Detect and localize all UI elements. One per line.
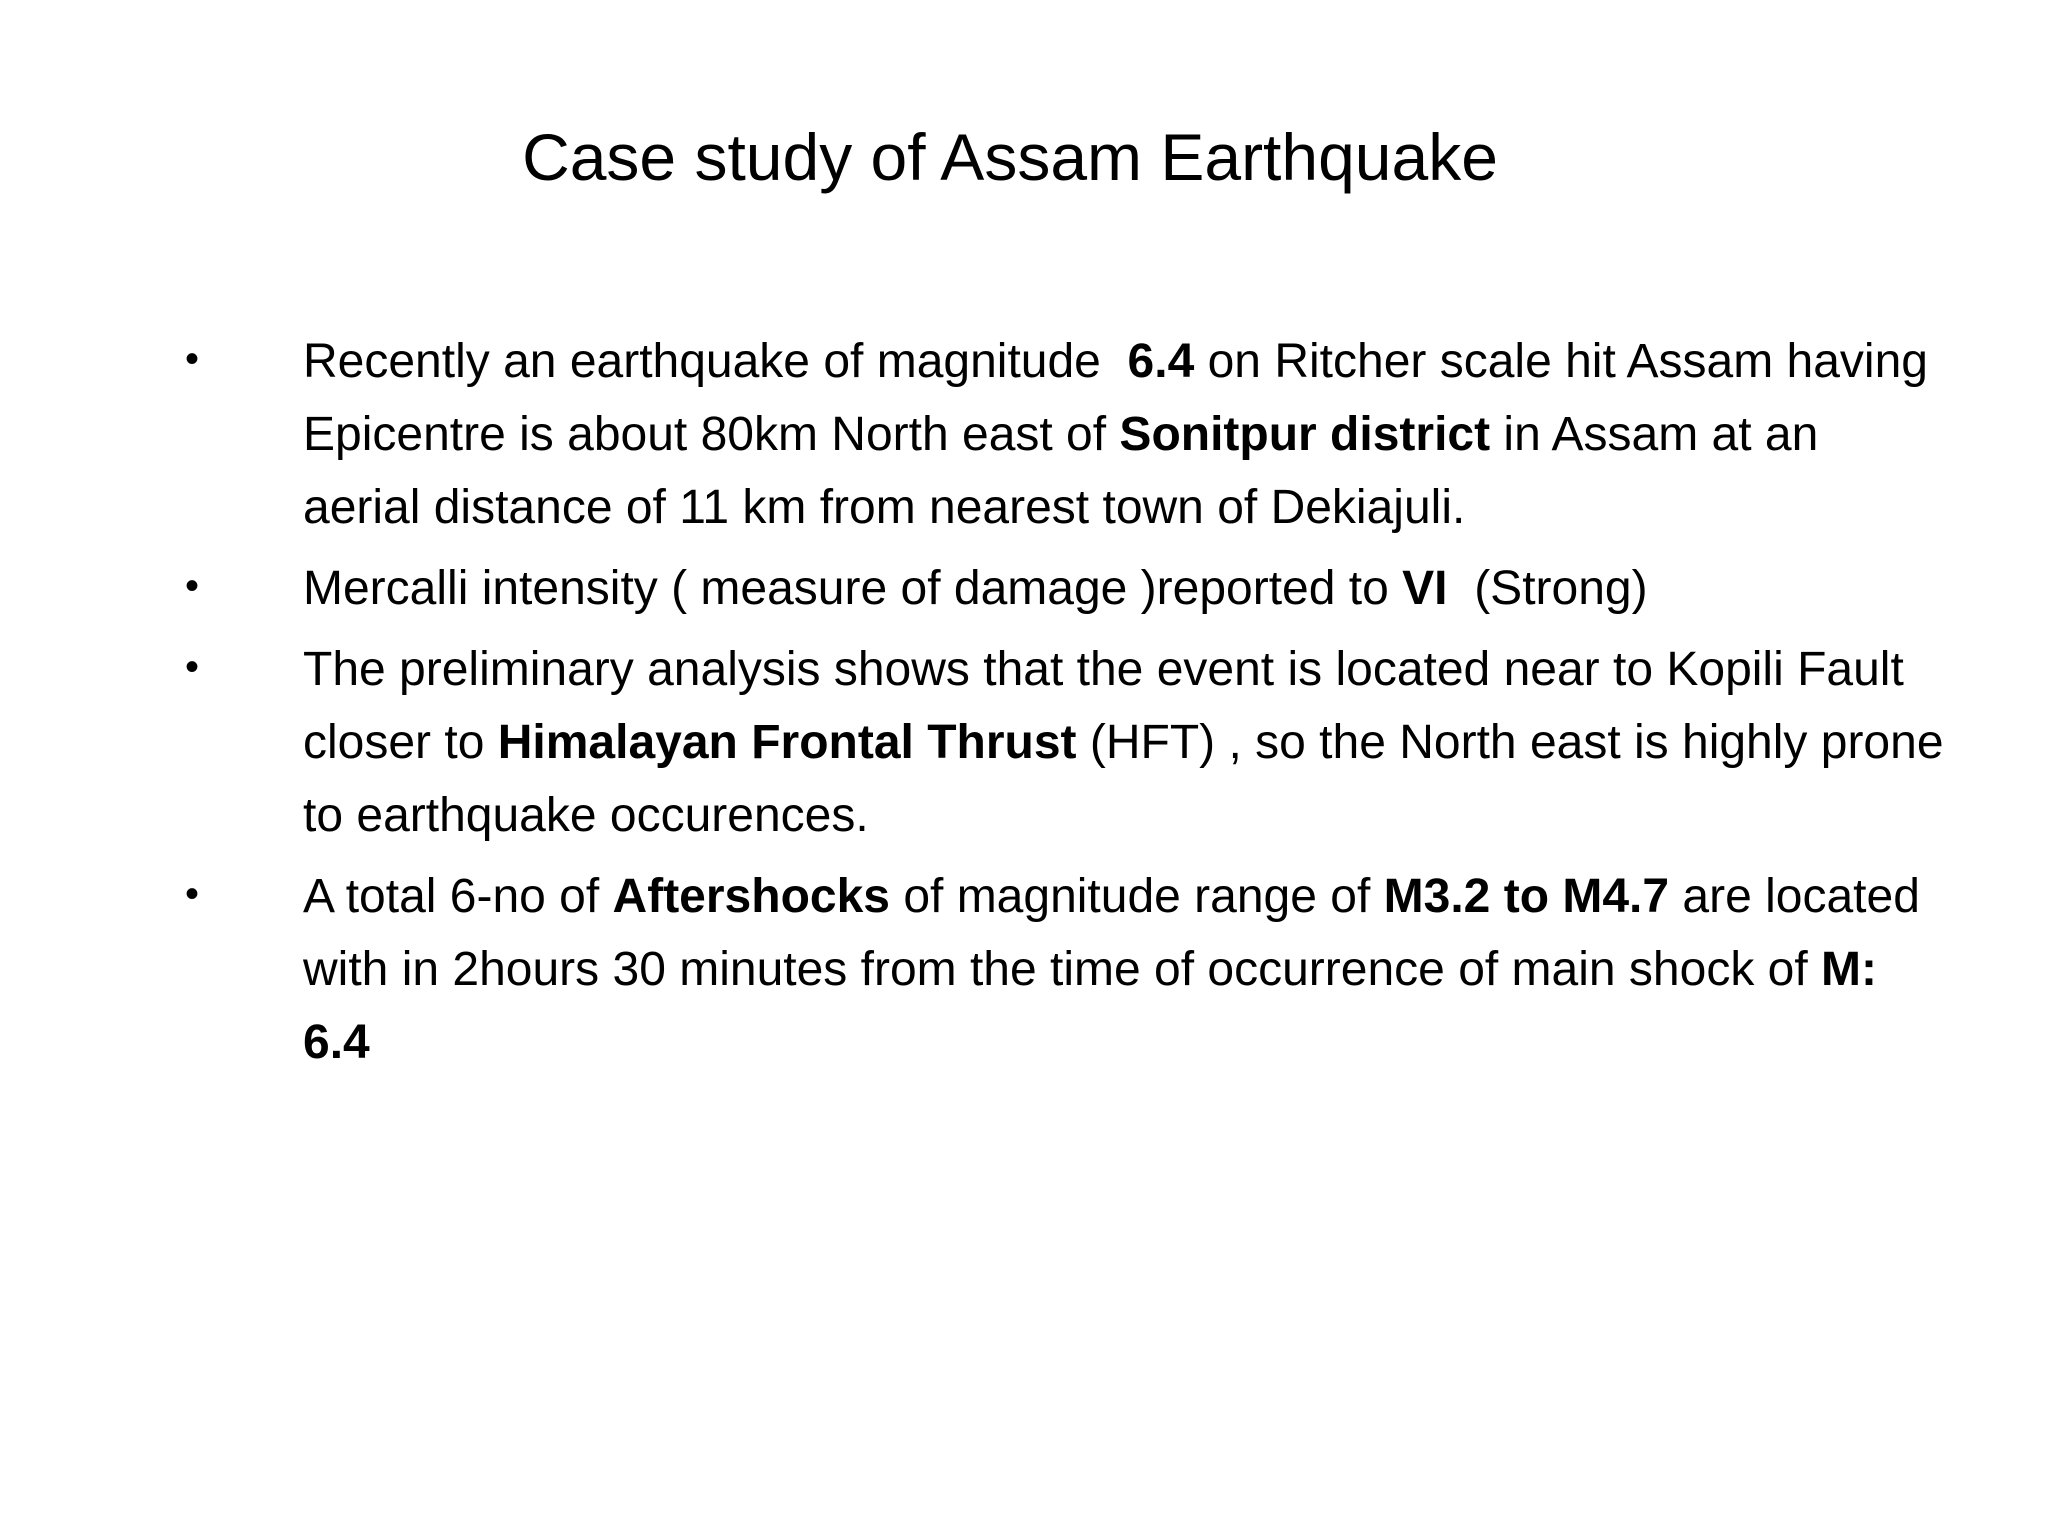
bullet-segment: Mercalli intensity ( measure of damage )reported to [303, 562, 1403, 615]
bullet-segment: (HFT) , so the North east is highly prone to earthquake occurences. [303, 716, 1957, 842]
bullet-bold-segment: VI [1402, 562, 1448, 615]
bullet-segment: on Ritcher scale hit Assam having Epicentre is about 80km North east of [303, 335, 1942, 461]
bullet-item [185, 325, 1945, 544]
bullet-marker: • [185, 337, 200, 381]
bullet-list [185, 325, 1957, 1087]
bullet-marker: • [185, 872, 200, 916]
bullet-marker: • [185, 564, 200, 608]
bullet-segment: A total 6-no of [303, 870, 613, 923]
bullet-segment: of magnitude range of [889, 870, 1384, 923]
bullet-text [303, 562, 1648, 615]
bullet-bold-segment: Aftershocks [612, 870, 890, 923]
bullet-bold-segment: 6.4 [1127, 335, 1195, 388]
bullet-text [303, 643, 1957, 842]
bullet-bold-segment: M: 6.4 [303, 943, 1891, 1069]
bullet-segment: in Assam at an aerial distance of 11 km from nearest town of Dekiajuli. [303, 408, 1832, 534]
bullet-marker: • [185, 645, 200, 689]
bullet-bold-segment: Sonitpur district [1119, 408, 1491, 461]
bullet-bold-segment: Himalayan Frontal Thrust [497, 716, 1077, 769]
bullet-text [303, 335, 1941, 534]
bullet-item [185, 633, 1957, 852]
bullet-item [185, 860, 1945, 1079]
bullet-item [185, 552, 1945, 625]
bullet-bold-segment: M3.2 to M4.7 [1383, 870, 1670, 923]
slide-title: Case study of Assam Earthquake [522, 120, 1498, 194]
bullet-text [303, 870, 1933, 1069]
bullet-segment: The preliminary analysis shows that the event is located near to Kopili Fault closer to [303, 643, 1918, 769]
bullet-segment: are located with in 2hours 30 minutes from the time of occurrence of main shock of [303, 870, 1934, 996]
bullet-segment: (Strong) [1447, 562, 1648, 615]
bullet-segment: Recently an earthquake of magnitude [303, 335, 1128, 388]
